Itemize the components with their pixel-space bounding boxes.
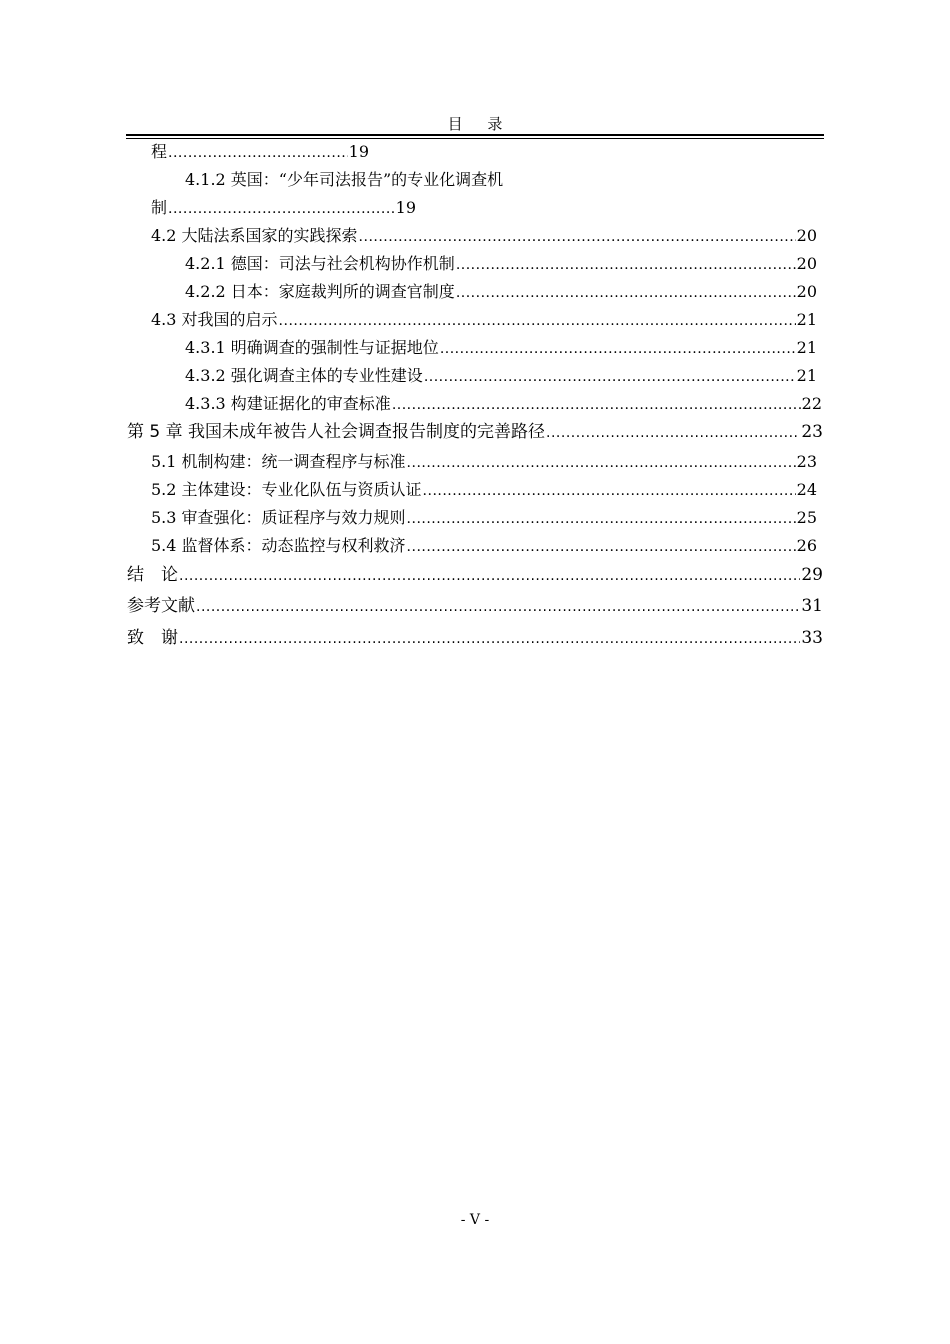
toc-leader-dots	[407, 507, 796, 531]
toc-leader-dots	[179, 627, 800, 651]
toc-leader-dots	[440, 337, 796, 361]
toc-entry-page: 21	[796, 366, 817, 385]
toc-leader-dots	[407, 451, 796, 475]
toc-entry-label: 第 5 章 我国未成年被告人社会调查报告制度的完善路径	[127, 422, 546, 442]
toc-entry-page: 29	[801, 565, 823, 585]
toc-chapter-entry[interactable]	[127, 563, 823, 587]
toc-entry-label[interactable]: 4.1.2 英国：“少年司法报告”的专业化调查机	[185, 170, 504, 189]
toc-leader-dots	[392, 393, 801, 417]
toc-entry-label: 4.3.2 强化调查主体的专业性建设	[185, 366, 423, 385]
toc-entry[interactable]	[185, 336, 817, 360]
toc-entry-page: 23	[796, 452, 817, 471]
toc-entry-page: 21	[796, 310, 817, 329]
toc-entry-page: 25	[796, 508, 817, 527]
toc-entry-page: 20	[796, 282, 817, 301]
toc-entry-page: 23	[801, 422, 823, 442]
toc-entry-page: 19	[348, 142, 369, 161]
toc-entry-label: 制	[151, 198, 168, 217]
toc-leader-dots	[196, 595, 800, 619]
toc-leader-dots	[546, 421, 800, 445]
toc-entry[interactable]	[151, 506, 817, 530]
toc-entry-label: 4.3.3 构建证据化的审查标准	[185, 394, 391, 413]
toc-entry-label: 结 论	[127, 565, 178, 585]
toc-leader-dots	[424, 365, 796, 389]
toc-entry[interactable]	[151, 534, 817, 558]
toc-entry-page: 21	[796, 338, 817, 357]
toc-entry-label: 4.3 对我国的启示	[151, 310, 278, 329]
toc-entry[interactable]	[151, 450, 817, 474]
toc-leader-dots	[168, 197, 395, 221]
toc-leader-dots	[407, 535, 796, 559]
toc-entry-label: 5.2 主体建设：专业化队伍与资质认证	[151, 480, 422, 499]
toc-entry-label: 4.2.1 德国：司法与社会机构协作机制	[185, 254, 455, 273]
toc-entry-label: 5.4 监督体系：动态监控与权利救济	[151, 536, 406, 555]
toc-entry-page: 33	[801, 628, 823, 648]
page-number-footer: - V -	[460, 1212, 490, 1228]
toc-entry-page: 19	[395, 198, 416, 217]
toc-entry-page: 31	[801, 596, 823, 616]
toc-entry-page: 26	[796, 536, 817, 555]
toc-leader-dots	[456, 253, 796, 277]
toc-entry-label: 5.3 审查强化：质证程序与效力规则	[151, 508, 406, 527]
toc-entry[interactable]	[151, 224, 817, 248]
toc-entry-label: 致 谢	[127, 628, 178, 648]
page-header-title: 目 录	[447, 115, 513, 133]
toc-chapter-entry[interactable]	[127, 420, 823, 444]
toc-leader-dots	[179, 564, 800, 588]
toc-entry[interactable]	[151, 140, 369, 164]
toc-leader-dots	[279, 309, 796, 333]
toc-leader-dots	[168, 141, 348, 165]
toc-entry[interactable]	[151, 478, 817, 502]
toc-chapter-entry[interactable]	[127, 626, 823, 650]
toc-entry-page: 22	[801, 394, 822, 413]
toc-entry-page: 20	[796, 254, 817, 273]
toc-entry-label: 程	[151, 142, 168, 161]
toc-entry[interactable]	[185, 252, 817, 276]
toc-entry-page: 20	[796, 226, 817, 245]
toc-leader-dots	[359, 225, 796, 249]
toc-entry-label: 4.2.2 日本：家庭裁判所的调查官制度	[185, 282, 455, 301]
toc-entry-label: 4.2 大陆法系国家的实践探索	[151, 226, 358, 245]
toc-entry[interactable]	[185, 392, 822, 416]
toc-entry[interactable]	[185, 364, 817, 388]
toc-entry-page: 24	[796, 480, 817, 499]
toc-chapter-entry[interactable]	[127, 594, 823, 618]
toc-entry[interactable]	[185, 280, 817, 304]
toc-entry-label: 5.1 机制构建：统一调查程序与标准	[151, 452, 406, 471]
toc-entry[interactable]	[151, 196, 416, 220]
toc-entry-label: 参考文献	[127, 596, 195, 616]
toc-leader-dots	[423, 479, 796, 503]
toc-leader-dots	[456, 281, 796, 305]
toc-entry[interactable]	[151, 308, 817, 332]
toc-entry-label: 4.3.1 明确调查的强制性与证据地位	[185, 338, 439, 357]
